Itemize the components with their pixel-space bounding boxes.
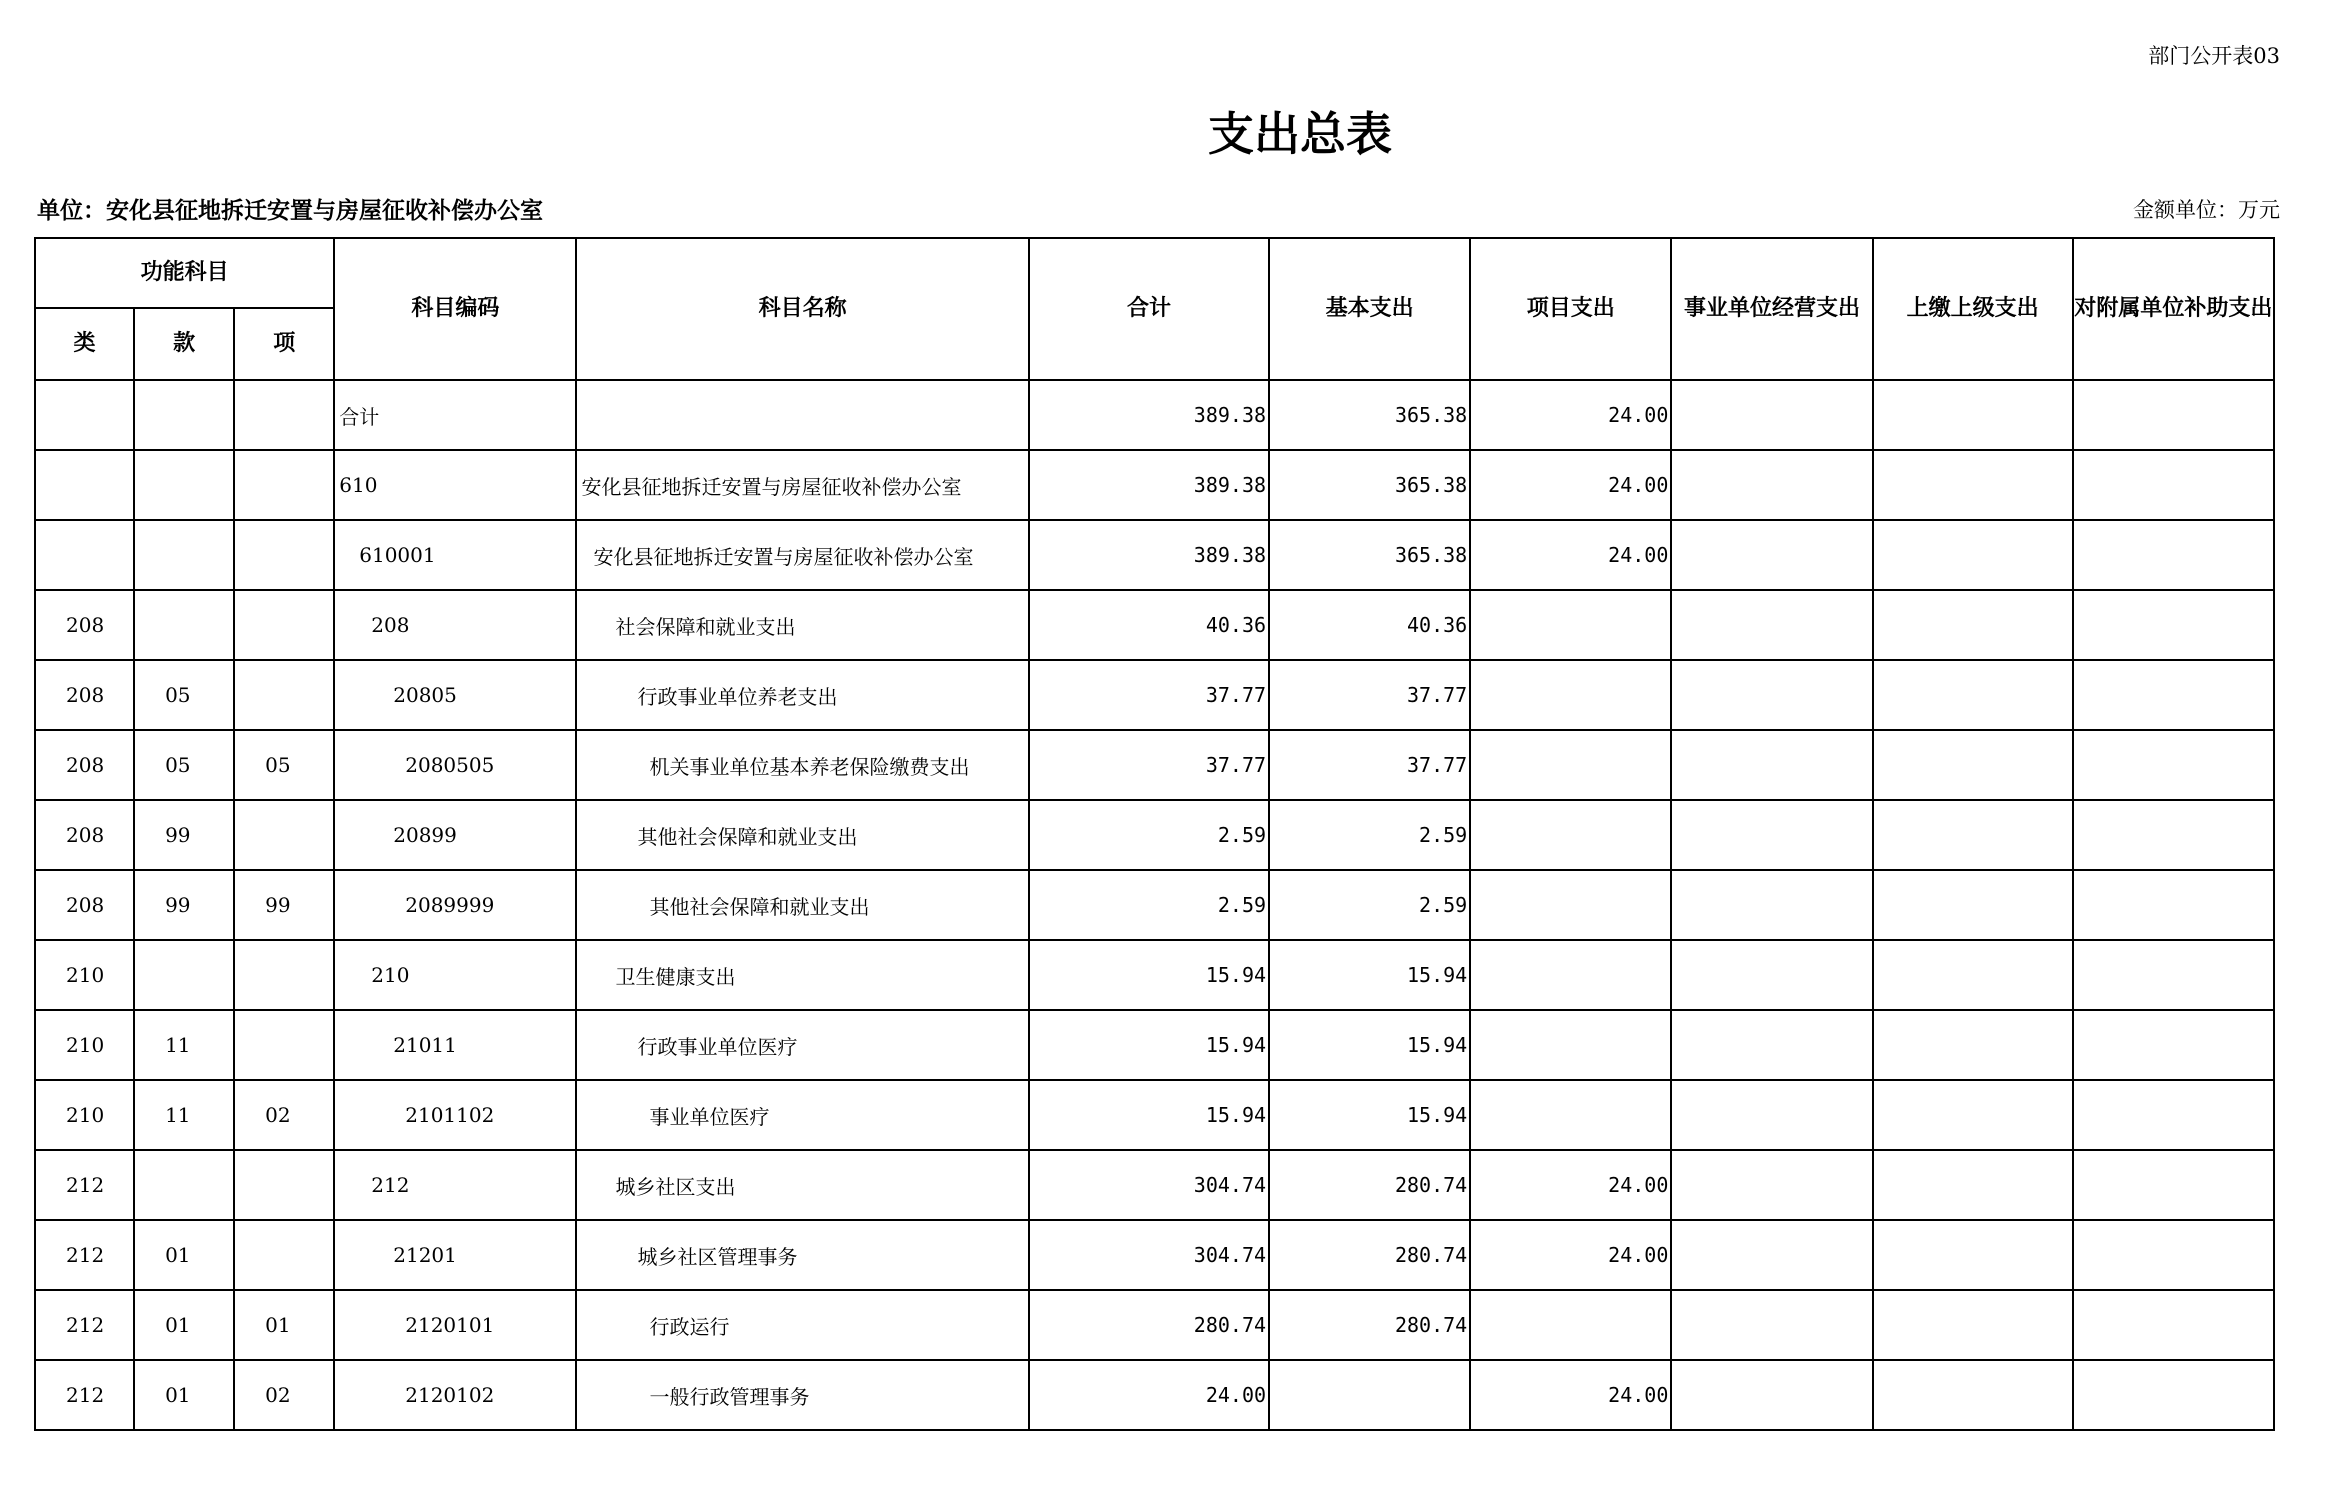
- cell-total: 2.59: [1029, 800, 1269, 870]
- cell-upper: [1873, 1360, 2073, 1430]
- cell-name: 其他社会保障和就业支出: [576, 800, 1028, 870]
- cell-project: 24.00: [1470, 1360, 1671, 1430]
- table-row: [35, 1080, 2274, 1150]
- cell-upper: [1873, 800, 2073, 870]
- cell-basic: 365.38: [1269, 380, 1470, 450]
- cell-lei: 212: [35, 1150, 134, 1220]
- cell-upper: [1873, 590, 2073, 660]
- cell-total: 15.94: [1029, 940, 1269, 1010]
- cell-business: [1671, 730, 1872, 800]
- cell-name: 行政运行: [576, 1290, 1028, 1360]
- cell-subsidy: [2073, 1010, 2274, 1080]
- cell-project: 24.00: [1470, 1150, 1671, 1220]
- cell-business: [1671, 1150, 1872, 1220]
- cell-business: [1671, 1010, 1872, 1080]
- cell-business: [1671, 800, 1872, 870]
- cell-upper: [1873, 730, 2073, 800]
- header-name: 科目名称: [576, 238, 1028, 380]
- cell-project: 24.00: [1470, 520, 1671, 590]
- cell-code: 208: [334, 590, 576, 660]
- cell-code: 合计: [334, 380, 576, 450]
- cell-total: 389.38: [1029, 450, 1269, 520]
- cell-kuan: 01: [134, 1290, 234, 1360]
- cell-total: 40.36: [1029, 590, 1269, 660]
- header-func-group: 功能科目: [35, 238, 334, 308]
- cell-upper: [1873, 1150, 2073, 1220]
- header-project: 项目支出: [1470, 238, 1671, 380]
- cell-lei: [35, 380, 134, 450]
- cell-kuan: [134, 590, 234, 660]
- cell-total: 24.00: [1029, 1360, 1269, 1430]
- cell-code: 20805: [334, 660, 576, 730]
- cell-lei: 212: [35, 1290, 134, 1360]
- cell-name: 一般行政管理事务: [576, 1360, 1028, 1430]
- cell-project: [1470, 590, 1671, 660]
- cell-basic: 365.38: [1269, 450, 1470, 520]
- cell-name: 安化县征地拆迁安置与房屋征收补偿办公室: [576, 450, 1028, 520]
- cell-business: [1671, 1290, 1872, 1360]
- cell-xiang: [234, 1220, 334, 1290]
- unit-label: 单位：安化县征地拆迁安置与房屋征收补偿办公室: [37, 198, 543, 224]
- cell-xiang: [234, 450, 334, 520]
- cell-lei: 208: [35, 730, 134, 800]
- cell-project: [1470, 870, 1671, 940]
- cell-kuan: 99: [134, 800, 234, 870]
- cell-project: [1470, 660, 1671, 730]
- cell-total: 15.94: [1029, 1080, 1269, 1150]
- cell-total: 389.38: [1029, 380, 1269, 450]
- cell-code: 2080505: [334, 730, 576, 800]
- cell-business: [1671, 590, 1872, 660]
- cell-project: [1470, 1010, 1671, 1080]
- cell-name: 机关事业单位基本养老保险缴费支出: [576, 730, 1028, 800]
- cell-upper: [1873, 940, 2073, 1010]
- table-body: [35, 380, 2274, 1430]
- table-row: [35, 940, 2274, 1010]
- cell-xiang: 02: [234, 1080, 334, 1150]
- cell-subsidy: [2073, 1220, 2274, 1290]
- header-subsidy: 对附属单位补助支出: [2073, 238, 2274, 380]
- cell-project: 24.00: [1470, 450, 1671, 520]
- cell-kuan: 01: [134, 1360, 234, 1430]
- table-row: [35, 1360, 2274, 1430]
- header-basic: 基本支出: [1269, 238, 1470, 380]
- cell-subsidy: [2073, 450, 2274, 520]
- cell-code: 2101102: [334, 1080, 576, 1150]
- cell-basic: 280.74: [1269, 1220, 1470, 1290]
- cell-kuan: 05: [134, 730, 234, 800]
- cell-name: 卫生健康支出: [576, 940, 1028, 1010]
- cell-lei: 210: [35, 940, 134, 1010]
- cell-project: [1470, 1290, 1671, 1360]
- cell-xiang: [234, 520, 334, 590]
- cell-lei: [35, 520, 134, 590]
- cell-lei: 208: [35, 800, 134, 870]
- cell-code: 610001: [334, 520, 576, 590]
- cell-code: 21201: [334, 1220, 576, 1290]
- cell-subsidy: [2073, 870, 2274, 940]
- cell-name: [576, 380, 1028, 450]
- cell-business: [1671, 940, 1872, 1010]
- cell-lei: 212: [35, 1360, 134, 1430]
- header-total: 合计: [1029, 238, 1269, 380]
- cell-name: 社会保障和就业支出: [576, 590, 1028, 660]
- cell-xiang: [234, 800, 334, 870]
- cell-upper: [1873, 380, 2073, 450]
- cell-name: 行政事业单位养老支出: [576, 660, 1028, 730]
- cell-basic: 2.59: [1269, 800, 1470, 870]
- cell-upper: [1873, 450, 2073, 520]
- cell-project: 24.00: [1470, 380, 1671, 450]
- cell-xiang: [234, 590, 334, 660]
- table-row: [35, 870, 2274, 940]
- cell-xiang: [234, 380, 334, 450]
- cell-kuan: 11: [134, 1080, 234, 1150]
- cell-subsidy: [2073, 730, 2274, 800]
- money-unit: 金额单位：万元: [2133, 198, 2280, 222]
- cell-name: 行政事业单位医疗: [576, 1010, 1028, 1080]
- cell-upper: [1873, 520, 2073, 590]
- cell-xiang: [234, 660, 334, 730]
- table-row: [35, 450, 2274, 520]
- cell-lei: 208: [35, 660, 134, 730]
- cell-project: 24.00: [1470, 1220, 1671, 1290]
- cell-code: 210: [334, 940, 576, 1010]
- form-id: 部门公开表03: [2148, 44, 2280, 68]
- cell-code: 2120101: [334, 1290, 576, 1360]
- cell-total: 304.74: [1029, 1220, 1269, 1290]
- cell-business: [1671, 1080, 1872, 1150]
- cell-lei: 210: [35, 1010, 134, 1080]
- header-upper: 上缴上级支出: [1873, 238, 2073, 380]
- cell-code: 20899: [334, 800, 576, 870]
- cell-kuan: 99: [134, 870, 234, 940]
- header-code: 科目编码: [334, 238, 576, 380]
- table-row: [35, 380, 2274, 450]
- table-row: [35, 520, 2274, 590]
- cell-subsidy: [2073, 380, 2274, 450]
- cell-name: 安化县征地拆迁安置与房屋征收补偿办公室: [576, 520, 1028, 590]
- cell-subsidy: [2073, 1080, 2274, 1150]
- cell-code: 212: [334, 1150, 576, 1220]
- cell-basic: 40.36: [1269, 590, 1470, 660]
- cell-kuan: [134, 520, 234, 590]
- table-row: [35, 1290, 2274, 1360]
- cell-basic: 365.38: [1269, 520, 1470, 590]
- cell-code: 2120102: [334, 1360, 576, 1430]
- table-row: [35, 660, 2274, 730]
- cell-xiang: [234, 1010, 334, 1080]
- cell-total: 304.74: [1029, 1150, 1269, 1220]
- cell-kuan: [134, 450, 234, 520]
- cell-total: 37.77: [1029, 660, 1269, 730]
- cell-total: 15.94: [1029, 1010, 1269, 1080]
- cell-total: 389.38: [1029, 520, 1269, 590]
- cell-upper: [1873, 660, 2073, 730]
- cell-project: [1470, 1080, 1671, 1150]
- cell-basic: 2.59: [1269, 870, 1470, 940]
- header-business: 事业单位经营支出: [1671, 238, 1872, 380]
- cell-lei: [35, 450, 134, 520]
- cell-business: [1671, 520, 1872, 590]
- cell-kuan: [134, 380, 234, 450]
- cell-xiang: 01: [234, 1290, 334, 1360]
- cell-total: 2.59: [1029, 870, 1269, 940]
- cell-subsidy: [2073, 940, 2274, 1010]
- cell-basic: 37.77: [1269, 660, 1470, 730]
- cell-business: [1671, 870, 1872, 940]
- table-row: [35, 800, 2274, 870]
- cell-subsidy: [2073, 1360, 2274, 1430]
- cell-subsidy: [2073, 800, 2274, 870]
- cell-xiang: [234, 1150, 334, 1220]
- cell-lei: 208: [35, 870, 134, 940]
- cell-upper: [1873, 1220, 2073, 1290]
- cell-basic: 37.77: [1269, 730, 1470, 800]
- cell-subsidy: [2073, 660, 2274, 730]
- cell-lei: 208: [35, 590, 134, 660]
- cell-basic: 15.94: [1269, 940, 1470, 1010]
- cell-business: [1671, 380, 1872, 450]
- cell-business: [1671, 450, 1872, 520]
- cell-code: 2089999: [334, 870, 576, 940]
- cell-upper: [1873, 1080, 2073, 1150]
- table-row: [35, 590, 2274, 660]
- cell-code: 610: [334, 450, 576, 520]
- table-row: [35, 1220, 2274, 1290]
- cell-business: [1671, 1220, 1872, 1290]
- header-kuan: 款: [134, 308, 234, 380]
- cell-kuan: 01: [134, 1220, 234, 1290]
- cell-subsidy: [2073, 520, 2274, 590]
- cell-upper: [1873, 1290, 2073, 1360]
- table-row: [35, 1150, 2274, 1220]
- cell-basic: 15.94: [1269, 1080, 1470, 1150]
- cell-business: [1671, 1360, 1872, 1430]
- header-lei: 类: [35, 308, 134, 380]
- cell-project: [1470, 730, 1671, 800]
- cell-kuan: 11: [134, 1010, 234, 1080]
- cell-subsidy: [2073, 1290, 2274, 1360]
- cell-upper: [1873, 1010, 2073, 1080]
- table-row: [35, 730, 2274, 800]
- cell-xiang: 05: [234, 730, 334, 800]
- cell-lei: 210: [35, 1080, 134, 1150]
- cell-basic: [1269, 1360, 1470, 1430]
- cell-xiang: 99: [234, 870, 334, 940]
- cell-kuan: [134, 1150, 234, 1220]
- cell-name: 城乡社区支出: [576, 1150, 1028, 1220]
- cell-xiang: 02: [234, 1360, 334, 1430]
- cell-name: 城乡社区管理事务: [576, 1220, 1028, 1290]
- cell-business: [1671, 660, 1872, 730]
- cell-upper: [1873, 870, 2073, 940]
- cell-subsidy: [2073, 1150, 2274, 1220]
- cell-kuan: 05: [134, 660, 234, 730]
- cell-name: 事业单位医疗: [576, 1080, 1028, 1150]
- cell-project: [1470, 940, 1671, 1010]
- cell-kuan: [134, 940, 234, 1010]
- cell-code: 21011: [334, 1010, 576, 1080]
- cell-basic: 280.74: [1269, 1290, 1470, 1360]
- expenditure-table: [34, 237, 2275, 1431]
- header-xiang: 项: [234, 308, 334, 380]
- cell-xiang: [234, 940, 334, 1010]
- page-title: 支出总表: [1208, 107, 1392, 161]
- cell-project: [1470, 800, 1671, 870]
- cell-name: 其他社会保障和就业支出: [576, 870, 1028, 940]
- cell-subsidy: [2073, 590, 2274, 660]
- cell-total: 280.74: [1029, 1290, 1269, 1360]
- cell-lei: 212: [35, 1220, 134, 1290]
- cell-basic: 280.74: [1269, 1150, 1470, 1220]
- cell-basic: 15.94: [1269, 1010, 1470, 1080]
- cell-total: 37.77: [1029, 730, 1269, 800]
- table-row: [35, 1010, 2274, 1080]
